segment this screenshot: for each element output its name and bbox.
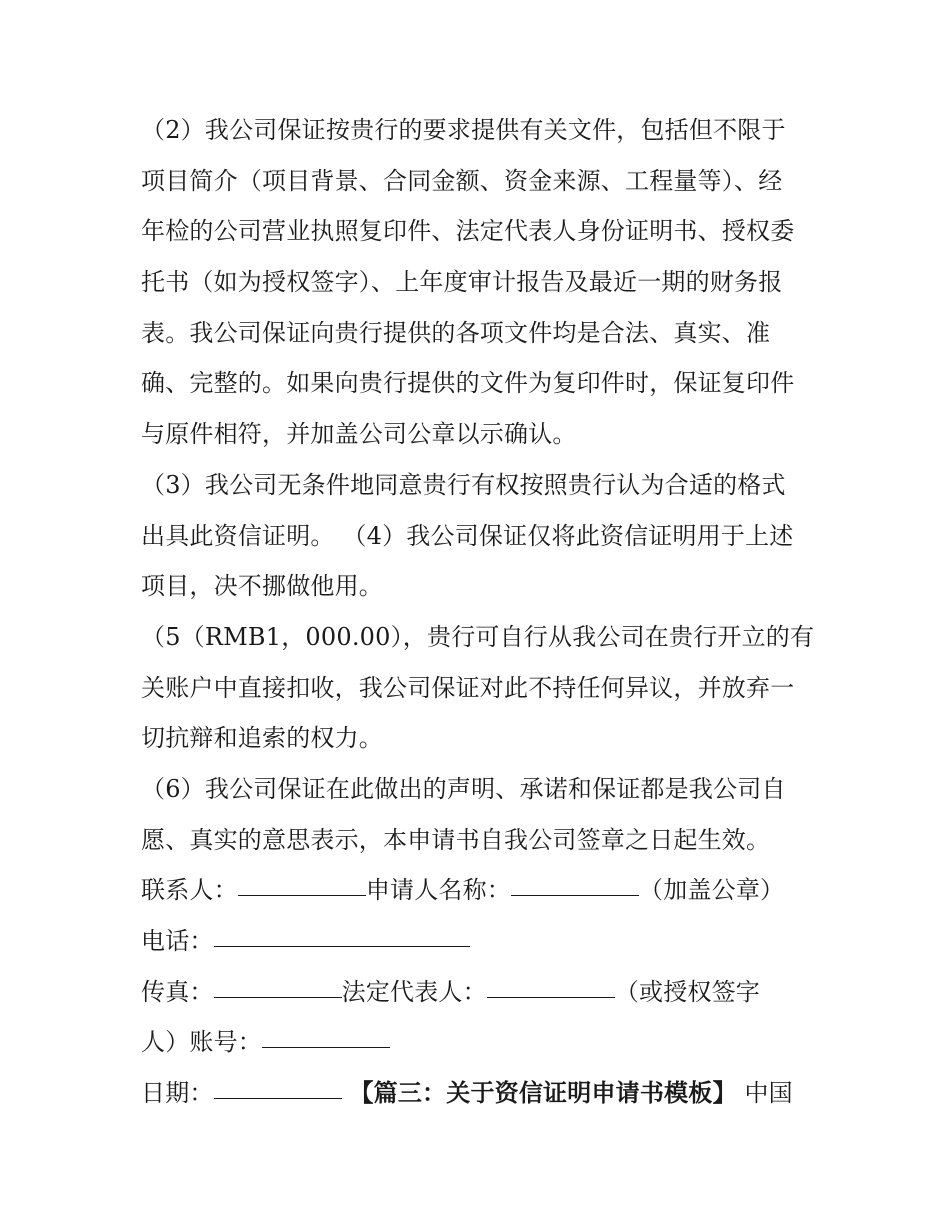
account-blank[interactable] [262,1023,390,1048]
text-line: 项目，决不挪做他用。 [141,572,383,601]
text-line: 年检的公司营业执照复印件、法定代表人身份证明书、授权委 [141,217,795,246]
date-line [141,1068,821,1119]
phone-line [141,916,821,967]
phone-blank[interactable] [214,922,470,947]
account-line [141,1017,821,1068]
text-line: 出具此资信证明。 （4）我公司保证仅将此资信证明用于上述 [141,521,794,550]
text-line: 托书（如为授权签字）、上年度审计报告及最近一期的财务报 [141,268,783,297]
date-blank[interactable] [214,1074,342,1099]
contact-line [141,865,821,916]
authorized-note: （或授权签字 [614,977,761,1006]
applicant-blank[interactable] [511,871,639,896]
seal-note: （加盖公章） [639,876,785,905]
contact-blank[interactable] [238,871,366,896]
legal-rep-blank[interactable] [487,973,615,998]
text-line: （3）我公司无条件地同意贵行有权按照贵行认为合适的格式 [141,470,786,499]
text-line: （5（RMB1，000.00），贵行可自行从我公司在贵行开立的有 [141,622,815,651]
contact-label: 联系人： [141,876,238,905]
text-line: 愿、真实的意思表示，本申请书自我公司签章之日起生效。 [141,825,771,854]
account-label: 人）账号： [141,1028,262,1057]
text-line: 项目简介（项目背景、合同金额、资金来源、工程量等）、经 [141,166,783,195]
legal-rep-label: 法定代表人： [341,977,487,1006]
text-line: 表。我公司保证向贵行提供的各项文件均是合法、真实、准 [141,318,771,347]
next-section-title: 【篇三：关于资信证明申请书模板】 [349,1078,737,1108]
text-line: 与原件相符，并加盖公司公章以示确认。 [141,420,577,449]
document-body [141,105,821,1119]
fax-label: 传真： [141,977,214,1006]
text-line: （6）我公司保证在此做出的声明、承诺和保证都是我公司自 [141,774,786,803]
phone-label: 电话： [141,927,214,955]
next-section-start: 中国 [736,1079,793,1108]
text-line: 确、完整的。如果向贵行提供的文件为复印件时，保证复印件 [141,369,795,398]
date-label: 日期： [141,1079,214,1108]
applicant-label: 申请人名称： [365,876,512,905]
fax-line [141,967,821,1018]
fax-blank[interactable] [214,973,342,998]
text-line: （2）我公司保证按贵行的要求提供有关文件，包括但不限于 [141,116,786,144]
text-line: 关账户中直接扣收，我公司保证对此不持任何异议，并放弃一 [141,673,795,702]
text-line: 切抗辩和追索的权力。 [141,724,383,753]
